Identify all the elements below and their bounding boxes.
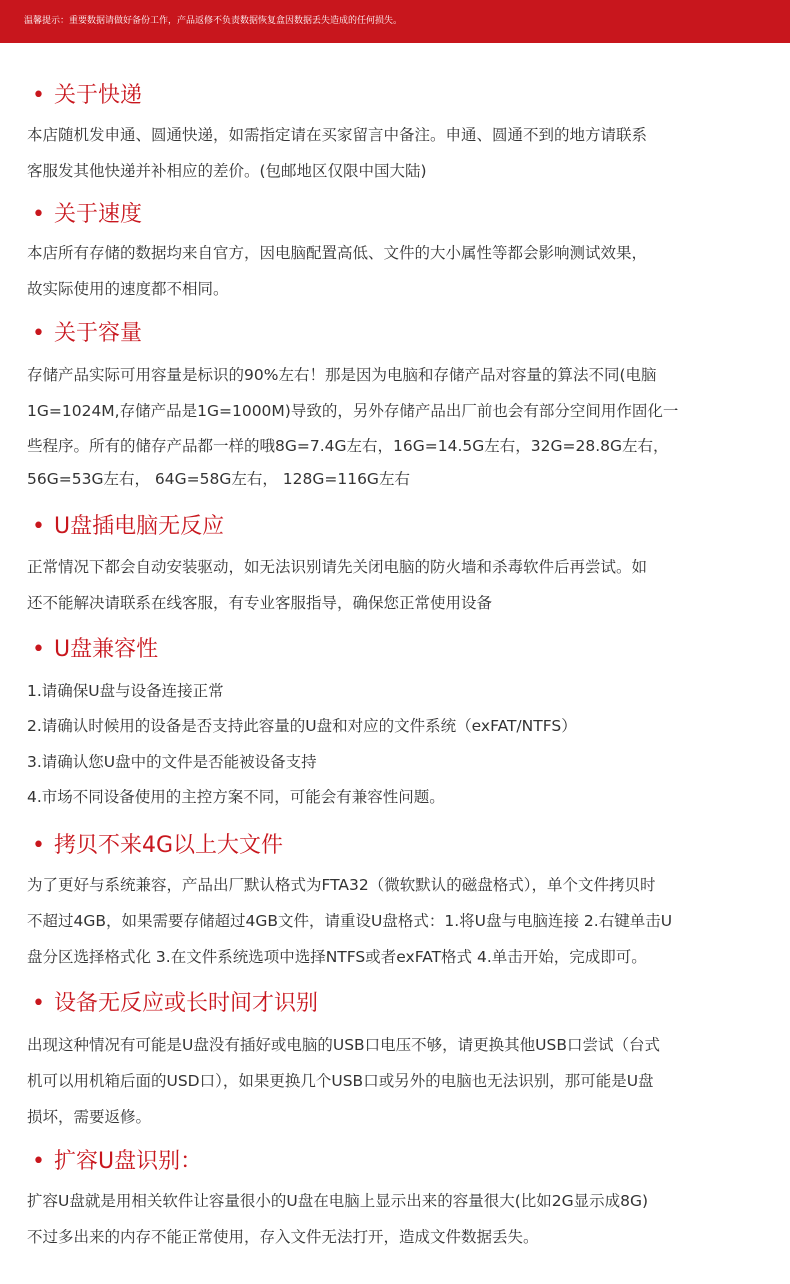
bullet-icon: • xyxy=(32,833,45,858)
bullet-icon: • xyxy=(32,321,45,346)
body-line: 还不能解决请联系在线客服，有专业客服指导，确保您正常使用设备 xyxy=(27,594,493,612)
heading-text: 设备无反应或长时间才识别 xyxy=(54,991,319,1016)
section-heading xyxy=(32,511,224,543)
heading-text: 关于容量 xyxy=(54,321,143,346)
section-heading xyxy=(32,318,142,350)
section-heading xyxy=(32,634,158,666)
heading-text: 关于快递 xyxy=(54,83,143,108)
body-line: 正常情况下都会自动安装驱动，如无法识别请先关闭电脑的防火墙和杀毒软件后再尝试。如 xyxy=(27,558,648,576)
body-line: 3.请确认您U盘中的文件是否能被设备支持 xyxy=(27,753,317,771)
section-heading xyxy=(32,80,142,112)
body-line: 故实际使用的速度都不相同。 xyxy=(27,280,229,298)
body-line: 本店随机发申通、圆通快递，如需指定请在买家留言中备注。申通、圆通不到的地方请联系 xyxy=(27,126,648,144)
bullet-icon: • xyxy=(32,83,45,108)
body-line: 扩容U盘就是用相关软件让容量很小的U盘在电脑上显示出来的容量很大(比如2G显示成8G) xyxy=(27,1192,649,1210)
section-heading xyxy=(32,830,283,862)
section-heading xyxy=(32,1146,202,1178)
bullet-icon: • xyxy=(32,514,45,539)
body-line: 机可以用机箱后面的USD口），如果更换几个USB口或另外的电脑也无法识别，那可能是U盘 xyxy=(27,1072,654,1090)
body-line: 为了更好与系统兼容，产品出厂默认格式为FTA32（微软默认的磁盘格式），单个文件拷贝时 xyxy=(27,876,656,894)
section-heading xyxy=(32,199,142,231)
bullet-icon: • xyxy=(32,202,45,227)
body-line: 存储产品实际可用容量是标识的90%左右！那是因为电脑和存储产品对容量的算法不同(电脑 xyxy=(27,366,657,384)
bullet-icon: • xyxy=(32,991,45,1016)
body-line: 1G=1024M,存储产品是1G=1000M)导致的，另外存储产品出厂前也会有部分空间用作固化一 xyxy=(27,402,679,420)
body-line: 本店所有存储的数据均来自官方，因电脑配置高低、文件的大小属性等都会影响测试效果， xyxy=(27,244,648,262)
heading-text: 扩容U盘识别： xyxy=(54,1149,203,1174)
warning-banner: 温馨提示：重要数据请做好备份工作，产品返修不负责数据恢复盒因数据丢失造成的任何损失。 xyxy=(0,0,790,43)
body-line: 客服发其他快递并补相应的差价。(包邮地区仅限中国大陆) xyxy=(27,162,427,180)
body-line: 2.请确认时候用的设备是否支持此容量的U盘和对应的文件系统（exFAT/NTFS） xyxy=(27,717,577,735)
body-line: 4.市场不同设备使用的主控方案不同，可能会有兼容性问题。 xyxy=(27,788,445,806)
body-line: 不超过4GB，如果需要存储超过4GB文件，请重设U盘格式：1.将U盘与电脑连接 2.右键单击U xyxy=(27,912,673,930)
body-line: 1.请确保U盘与设备连接正常 xyxy=(27,682,224,700)
body-line: 损坏，需要返修。 xyxy=(27,1108,152,1126)
heading-text: 拷贝不来4G以上大文件 xyxy=(54,833,284,858)
body-line: 出现这种情况有可能是U盘没有插好或电脑的USB口电压不够，请更换其他USB口尝试（台式 xyxy=(27,1036,660,1054)
body-line: 些程序。所有的储存产品都一样的哦8G=7.4G左右，16G=14.5G左右，32G=28.8G左右， xyxy=(27,437,669,455)
heading-text: U盘兼容性 xyxy=(54,637,159,662)
body-line: 不过多出来的内存不能正常使用，存入文件无法打开，造成文件数据丢失。 xyxy=(27,1228,539,1246)
heading-text: 关于速度 xyxy=(54,202,143,227)
bullet-icon: • xyxy=(32,637,45,662)
body-line: 56G=53G左右， 64G=58G左右， 128G=116G左右 xyxy=(27,470,410,488)
body-line: 盘分区选择格式化 3.在文件系统选项中选择NTFS或者exFAT格式 4.单击开始，完成即可。 xyxy=(27,948,647,966)
bullet-icon: • xyxy=(32,1149,45,1174)
section-heading xyxy=(32,988,318,1020)
heading-text: U盘插电脑无反应 xyxy=(54,514,225,539)
